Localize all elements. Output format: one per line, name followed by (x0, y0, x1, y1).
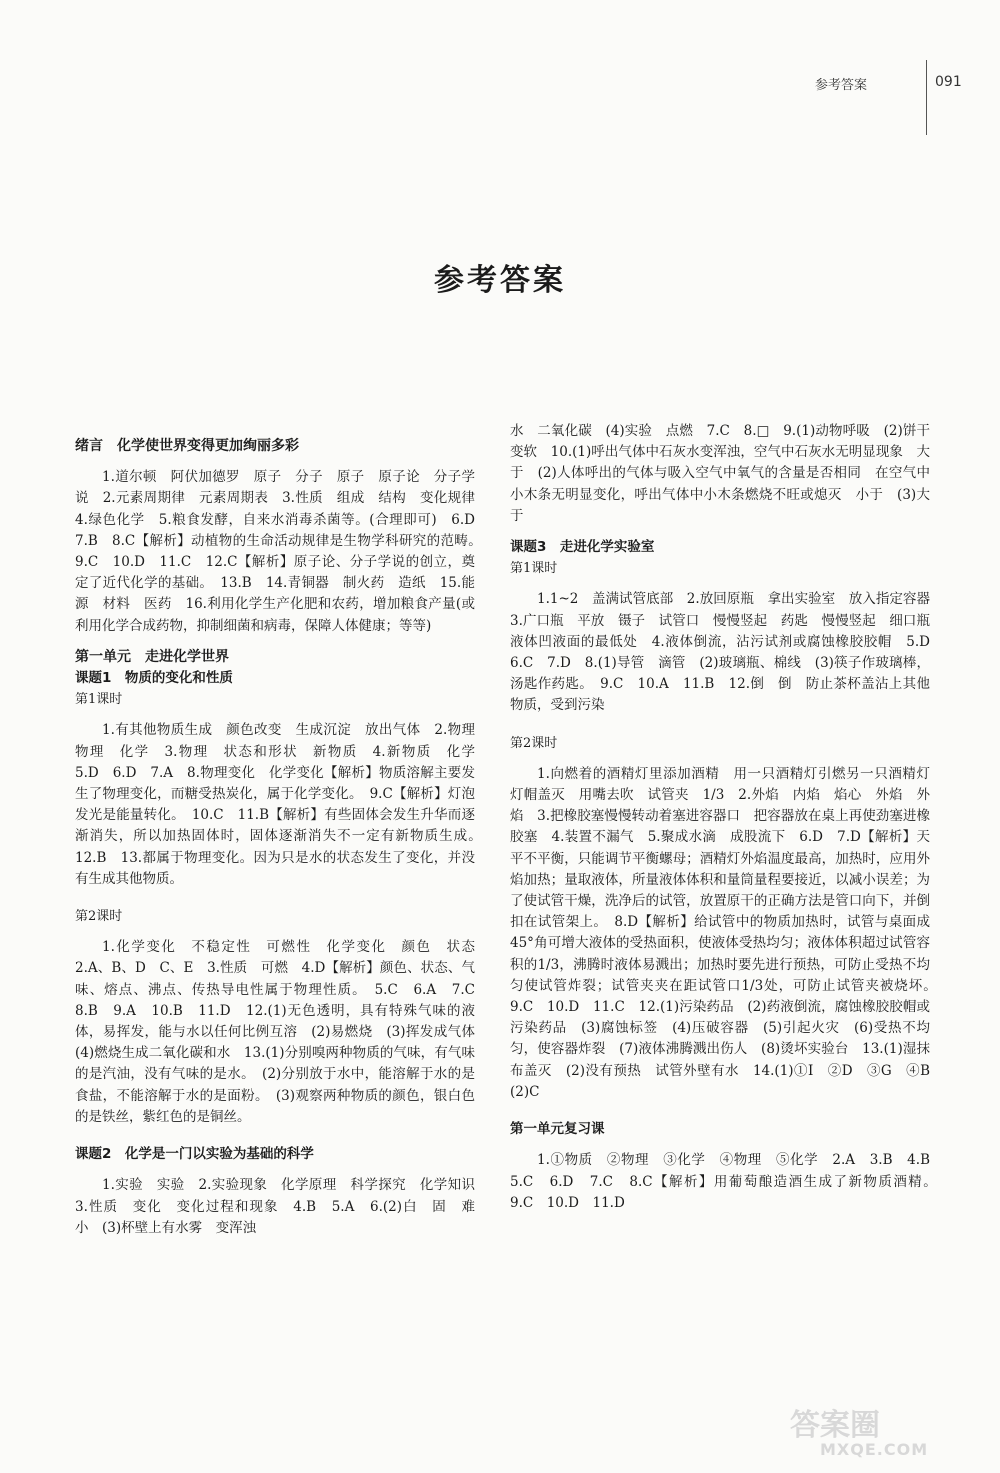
header-divider (926, 60, 927, 135)
section-body-intro: 1.道尔顿 阿伏加德罗 原子 分子 原子 原子论 分子学说 2.元素周期律 元素周期表 3.性质 组成 结构 变化规律 4.绿色化学 5.粮食发酵，自来水消毒杀菌等。(合理即可) 6.D 7.B 8.C【解析】动植物的生命活动规律是生物学科研究的范畴。 9.C 10.D 11.C 12.C【解析】原子论、分子学说的创立，奠定了近代化学的基础。 13.B 14.青铜器 制火药 造纸 15.能源 材料 医药 16.利用化学生产化肥和农药，增加粮食产量(或利用化学合成药物，抑制细菌和病毒，保障人体健康；等等) (75, 469, 489, 634)
unit-title: 第一单元 走进化学世界 (75, 648, 229, 665)
lesson-1-period-1: 第1课时 (75, 692, 123, 708)
lesson-3-period-2-body: 1.向燃着的酒精灯里添加酒精 用一只酒精灯引燃另一只酒精灯 灯帽盖灭 用嘴去吹 试管夹 1/3 2.外焰 内焰 焰心 外焰 外焰 3.把橡胶塞慢慢转动着塞进容器口 把容器放在桌上再使劲塞进橡胶塞 4.装置不漏气 5.聚成水滴 成股流下 6.D 7.D【解析】天平不平衡，只能调节平衡螺母；酒精灯外焰温度最高，加热时，应用外焰加热；量取液体，所量液体体积和量筒量程要接近，以减小误差；为了使试管干燥，洗净后的试管，放置原干的正确方法是管口向下，并倒扣在试管架上。 8.D【解析】给试管中的物质加热时，试管与桌面成45°角可增大液体的受热面积，使液体受热均匀；液体体积超过试管容积的1/3，沸腾时液体易溅出；加热时要先进行预热，可防止受热不均匀使试管炸裂；试管夹夹在距试管口1/3处，可防止试管夹被烧坏。 9.C 10.D 11.C 12.(1)污染药品 (2)药液倒流，腐蚀橡胶胶帽或污染药品 (3)腐蚀标签 (4)压破容器 (5)引起火灾 (6)受热不均匀，使容器炸裂 (7)液体沸腾溅出伤人 (8)烫坏实验台 13.(1)湿抹布盖灭 (2)没有预热 试管外壁有水 14.(1)①I ②D ③G ④B (2)C (510, 765, 944, 1100)
lesson-3-period-1: 第1课时 (510, 561, 558, 577)
lesson-1-period-2-body: 1.化学变化 不稳定性 可燃性 化学变化 颜色 状态 2.A、B、D C、E 3.性质 可燃 4.D【解析】颜色、状态、气味、熔点、沸点、传热导电性属于物理性质。 5.C 6.A 7.C 8.B 9.A 10.B 11.D 12.(1)无色透明，具有特殊气味的液体，易挥发，能与水以任何比例互溶 (2)易燃烧 (3)挥发成气体 (4)燃烧生成二氧化碳和水 13.(1)分别嗅两种物质的气味，有气味的是汽油，没有气味的是水。 (2)分别放于水中，能溶解于水的是食盐，不能溶解于水的是面粉。 (3)观察两种物质的颜色，银白色的是铁丝，紫红色的是铜丝。 (75, 939, 489, 1125)
watermark-logo: 答案圈 (790, 1408, 880, 1443)
page-number: 091 (935, 74, 962, 90)
right-column (510, 421, 944, 1214)
review-title: 第一单元复习课 (510, 1121, 605, 1138)
lesson-title-1: 课题1 物质的变化和性质 (75, 670, 233, 687)
lesson-1-period-2: 第2课时 (75, 909, 123, 925)
header-label: 参考答案 (815, 78, 868, 93)
page-title: 参考答案 (434, 263, 566, 298)
lesson-title-3: 课题3 走进化学实验室 (510, 539, 655, 556)
section-title-intro: 绪言 化学使世界变得更加绚丽多彩 (75, 438, 299, 454)
left-column (75, 436, 489, 1239)
lesson-1-period-1-body: 1.有其他物质生成 颜色改变 生成沉淀 放出气体 2.物理 物理 化学 3.物理 状态和形状 新物质 4.新物质 化学 5.D 6.D 7.A 8.物理变化 化学变化【解析】物质溶解主要发生了物理变化，而糖受热炭化，属于化学变化。 9.C【解析】灯泡发光是能量转化。 10.C 11.B【解析】有些固体会发生升华而逐渐消失，所以加热固体时，固体逐渐消失不一定有新物质生成。 12.B 13.都属于物理变化。因为只是水的状态发生了变化，并没有生成其他物质。 (75, 722, 489, 887)
lesson-3-period-1-body: 1.1~2 盖满试管底部 2.放回原瓶 拿出实验室 放入指定容器 3.广口瓶 平放 镊子 试管口 慢慢竖起 药匙 慢慢竖起 细口瓶 液体凹液面的最低处 4.液体倒流，沾污试剂或腐蚀橡胶胶帽 5.D 6.C 7.D 8.(1)导管 滴管 (2)玻璃瓶、棉线 (3)筷子作玻璃棒，汤匙作药匙。 9.C 10.A 11.B 12.倒 倒 防止茶杯盖沾上其他物质，受到污染 (510, 591, 944, 714)
review-body: 1.①物质 ②物理 ③化学 ④物理 ⑤化学 2.A 3.B 4.B 5.C 6.D 7.C 8.C【解析】用葡萄酿造酒生成了新物质酒精。 9.C 10.D 11.D (510, 1152, 944, 1211)
watermark-url: MXQE.COM (820, 1440, 929, 1459)
lesson-3-period-2: 第2课时 (510, 735, 558, 751)
lesson-2-body: 1.实验 实验 2.实验现象 化学原理 科学探究 化学知识 3.性质 变化 变化过程和现象 4.B 5.A 6.(2)白 固 难 小 (3)杯壁上有水雾 变浑浊 (75, 1177, 489, 1236)
continued-body: 水 二氧化碳 (4)实验 点燃 7.C 8.□ 9.(1)动物呼吸 (2)饼干变软 10.(1)呼出气体中石灰水变浑浊，空气中石灰水无明显现象 大于 (2)人体呼出的气体与吸入空气中氧气的含量是否相同 在空气中小木条无明显变化，呼出气体中小木条燃烧不旺或熄灭 小于 (3)大于 (510, 423, 930, 524)
lesson-title-2: 课题2 化学是一门以实验为基础的科学 (75, 1146, 314, 1163)
